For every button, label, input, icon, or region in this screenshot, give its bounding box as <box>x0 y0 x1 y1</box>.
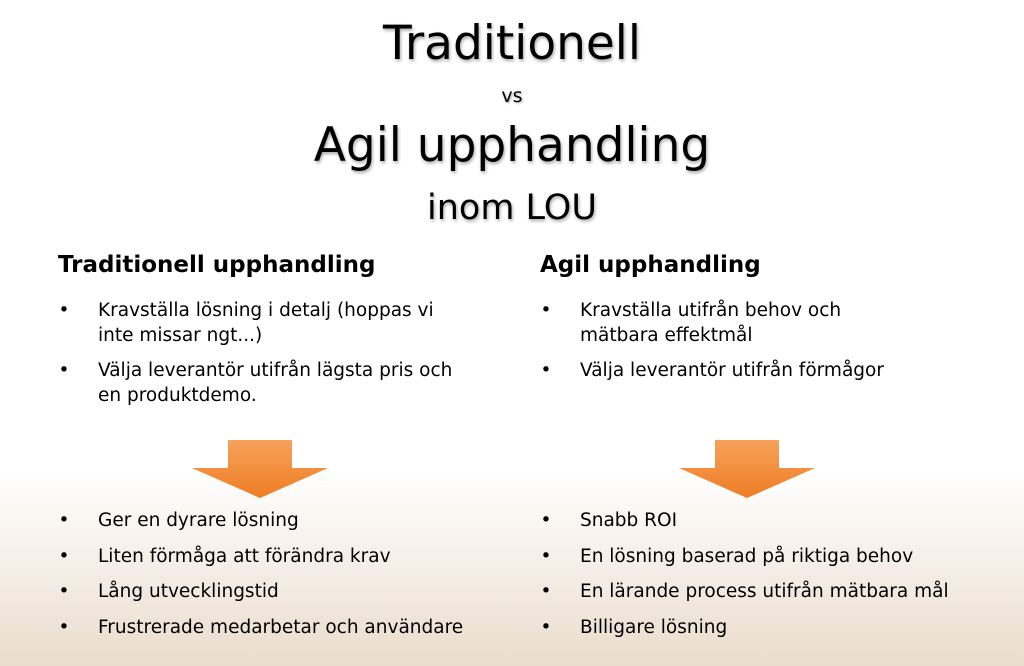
list-item <box>540 544 1010 569</box>
down-arrow-icon <box>679 440 815 498</box>
list-item <box>58 544 518 569</box>
bullet-icon: • <box>58 300 70 321</box>
agile-outcomes-list <box>540 508 1010 650</box>
list-item-text: Snabb ROI <box>580 510 678 531</box>
title-vs: vs <box>501 85 523 107</box>
list-item <box>58 358 468 408</box>
list-item <box>540 508 1010 533</box>
bullet-icon: • <box>58 616 70 638</box>
list-item-text: Ger en dyrare lösning <box>98 510 299 531</box>
list-item <box>58 579 518 604</box>
bullet-icon: • <box>540 510 552 531</box>
bullet-icon: • <box>58 510 70 531</box>
agile-requirements-list <box>540 298 1010 383</box>
list-item-text: Billigare lösning <box>580 616 728 638</box>
traditional-requirements-list <box>58 298 508 408</box>
traditional-heading: Traditionell upphandling <box>58 252 376 278</box>
list-item <box>540 579 1010 604</box>
list-item-text: Frustrerade medarbetar och användare <box>98 616 464 638</box>
list-item-text: En lösning baserad på riktiga behov <box>580 545 914 567</box>
title-inom-lou: inom LOU <box>427 188 597 228</box>
list-item <box>58 615 518 640</box>
agile-column <box>540 250 1010 393</box>
bullet-icon: • <box>540 545 552 567</box>
bullet-icon: • <box>58 545 70 567</box>
list-item-text: Välja leverantör utifrån förmågor <box>580 360 884 381</box>
bullet-icon: • <box>540 581 552 602</box>
list-item <box>540 615 1010 640</box>
list-item-text: Kravställa utifrån behov och mätbara effektmål <box>580 300 842 346</box>
title-agil-upphandling: Agil upphandling <box>313 118 711 173</box>
list-item-text: Kravställa lösning i detalj (hoppas vi inte missar ngt...) <box>98 300 434 346</box>
down-arrow-icon <box>192 440 328 498</box>
bullet-icon: • <box>58 581 70 602</box>
traditional-outcomes-list <box>58 508 518 650</box>
list-item <box>58 508 518 533</box>
list-item-text: En lärande process utifrån mätbara mål <box>580 581 949 602</box>
traditional-column <box>58 250 508 418</box>
list-item <box>540 358 1010 383</box>
list-item-text: Liten förmåga att förändra krav <box>98 545 391 567</box>
agile-heading: Agil upphandling <box>540 252 761 278</box>
bullet-icon: • <box>540 616 552 638</box>
list-item <box>540 298 890 348</box>
list-item-text: Lång utvecklingstid <box>98 581 279 602</box>
list-item <box>58 298 468 348</box>
bullet-icon: • <box>58 360 70 381</box>
bullet-icon: • <box>540 300 552 321</box>
bullet-icon: • <box>540 360 552 381</box>
title-traditionell: Traditionell <box>383 16 641 71</box>
list-item-text: Välja leverantör utifrån lägsta pris och en produktdemo. <box>98 360 453 406</box>
